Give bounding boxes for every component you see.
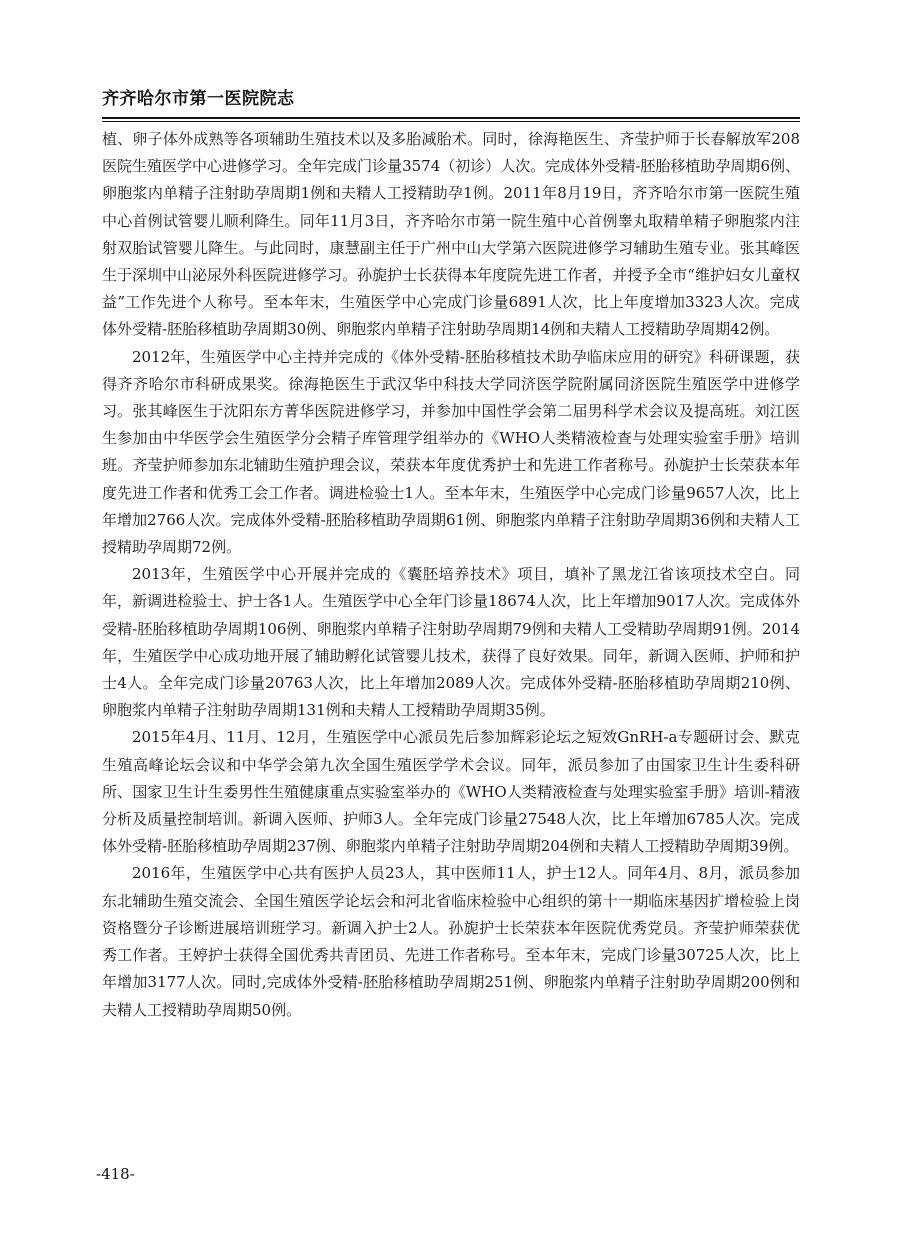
header-title: 齐齐哈尔市第一医院院志 bbox=[102, 89, 295, 109]
paragraph-2016: 2016年，生殖医学中心共有医护人员23人，其中医师11人，护士12人。同年4月、8月，派员参加东北辅助生殖交流会、全国生殖医学论坛会和河北省临床检验中心组织的第十一期临床基因扩增检验上岗资格暨分子诊断进展培训班学习。新调入护士2人。孙旎护士长荣获本年医院优秀党员。齐莹护师荣获优秀工作者。王婷护士获得全国优秀共青团员、先进工作者称号。至本年末，完成门诊量30725人次，比上年增加3177人次。同时,完成体外受精-胚胎移植助孕周期251例、卵胞浆内单精子注射助孕周期200例和夫精人工授精助孕周期50例。 bbox=[102, 864, 800, 1019]
running-header bbox=[102, 88, 800, 122]
header-rule-thin bbox=[102, 121, 800, 122]
page-number: -418- bbox=[96, 1165, 135, 1183]
paragraph-continued: 植、卵子体外成熟等各项辅助生殖技术以及多胎减胎术。同时，徐海艳医生、齐莹护师于长春解放军208医院生殖医学中心进修学习。全年完成门诊量3574（初诊）人次。完成体外受精-胚胎移植助孕周期6例、卵胞浆内单精子注射助孕周期1例和夫精人工授精助孕1例。2011年8月19日，齐齐哈尔市第一医院生殖中心首例试管婴儿顺利降生。同年11月3日，齐齐哈尔市第一院生殖中心首例睾丸取精单精子卵胞浆内注射双胎试管婴儿降生。与此同时，康慧副主任于广州中山大学第六医院进修学习辅助生殖专业。张其峰医生于深圳中山泌尿外科医院进修学习。孙旎护士长获得本年度院先进工作者，并授予全市“维护妇女儿童权益”工作先进个人称号。至本年末，生殖医学中心完成门诊量6891人次，比上年度增加3323人次。完成体外受精-胚胎移植助孕周期30例、卵胞浆内单精子注射助孕周期14例和夫精人工授精助孕周期42例。 bbox=[102, 130, 800, 339]
header-rule bbox=[102, 117, 800, 119]
paragraph-2013: 2013年，生殖医学中心开展并完成的《囊胚培养技术》项目，填补了黑龙江省该项技术空白。同年，新调进检验士、护士各1人。生殖医学中心全年门诊量18674人次，比上年增加9017人次。完成体外受精-胚胎移植助孕周期106例、卵胞浆内单精子注射助孕周期79例和夫精人工受精助孕周期91例。2014年，生殖医学中心成功地开展了辅助孵化试管婴儿技术，获得了良好效果。同年，新调入医师、护师和护士4人。全年完成门诊量20763人次，比上年增加2089人次。完成体外受精-胚胎移植助孕周期210例、卵胞浆内单精子注射助孕周期131例和夫精人工授精助孕周期35例。 bbox=[102, 565, 800, 720]
body-text bbox=[102, 126, 800, 1024]
paragraph-2012: 2012年，生殖医学中心主持并完成的《体外受精-胚胎移植技术助孕临床应用的研究》科研课题，获得齐齐哈尔市科研成果奖。徐海艳医生于武汉华中科技大学同济医学院附属同济医院生殖医学中进修学习。张其峰医生于沈阳东方菁华医院进修学习，并参加中国性学会第二届男科学术会议及提高班。刘江医生参加由中华医学会生殖医学分会精子库管理学组举办的《WHO人类精液检查与处理实验室手册》培训班。齐莹护师参加东北辅助生殖护理会议，荣获本年度优秀护士和先进工作者称号。孙旎护士长荣获本年度先进工作者和优秀工会工作者。调进检验士1人。至本年末，生殖医学中心完成门诊量9657人次，比上年增加2766人次。完成体外受精-胚胎移植助孕周期61例、卵胞浆内单精子注射助孕周期36例和夫精人工授精助孕周期72例。 bbox=[102, 347, 800, 557]
paragraph-2015: 2015年4月、11月、12月，生殖医学中心派员先后参加辉彩论坛之短效GnRH-a专题研讨会、默克生殖高峰论坛会议和中华学会第九次全国生殖医学学术会议。同年，派员参加了由国家卫生计生委科研所、国家卫生计生委男性生殖健康重点实验室举办的《WHO人类精液检查与处理实验室手册》培训-精液分析及质量控制培训。新调入医师、护师3人。全年完成门诊量27548人次，比上年增加6785人次。完成体外受精-胚胎移植助孕周期237例、卵胞浆内单精子注射助孕周期204例和夫精人工授精助孕周期39例。 bbox=[102, 728, 800, 856]
